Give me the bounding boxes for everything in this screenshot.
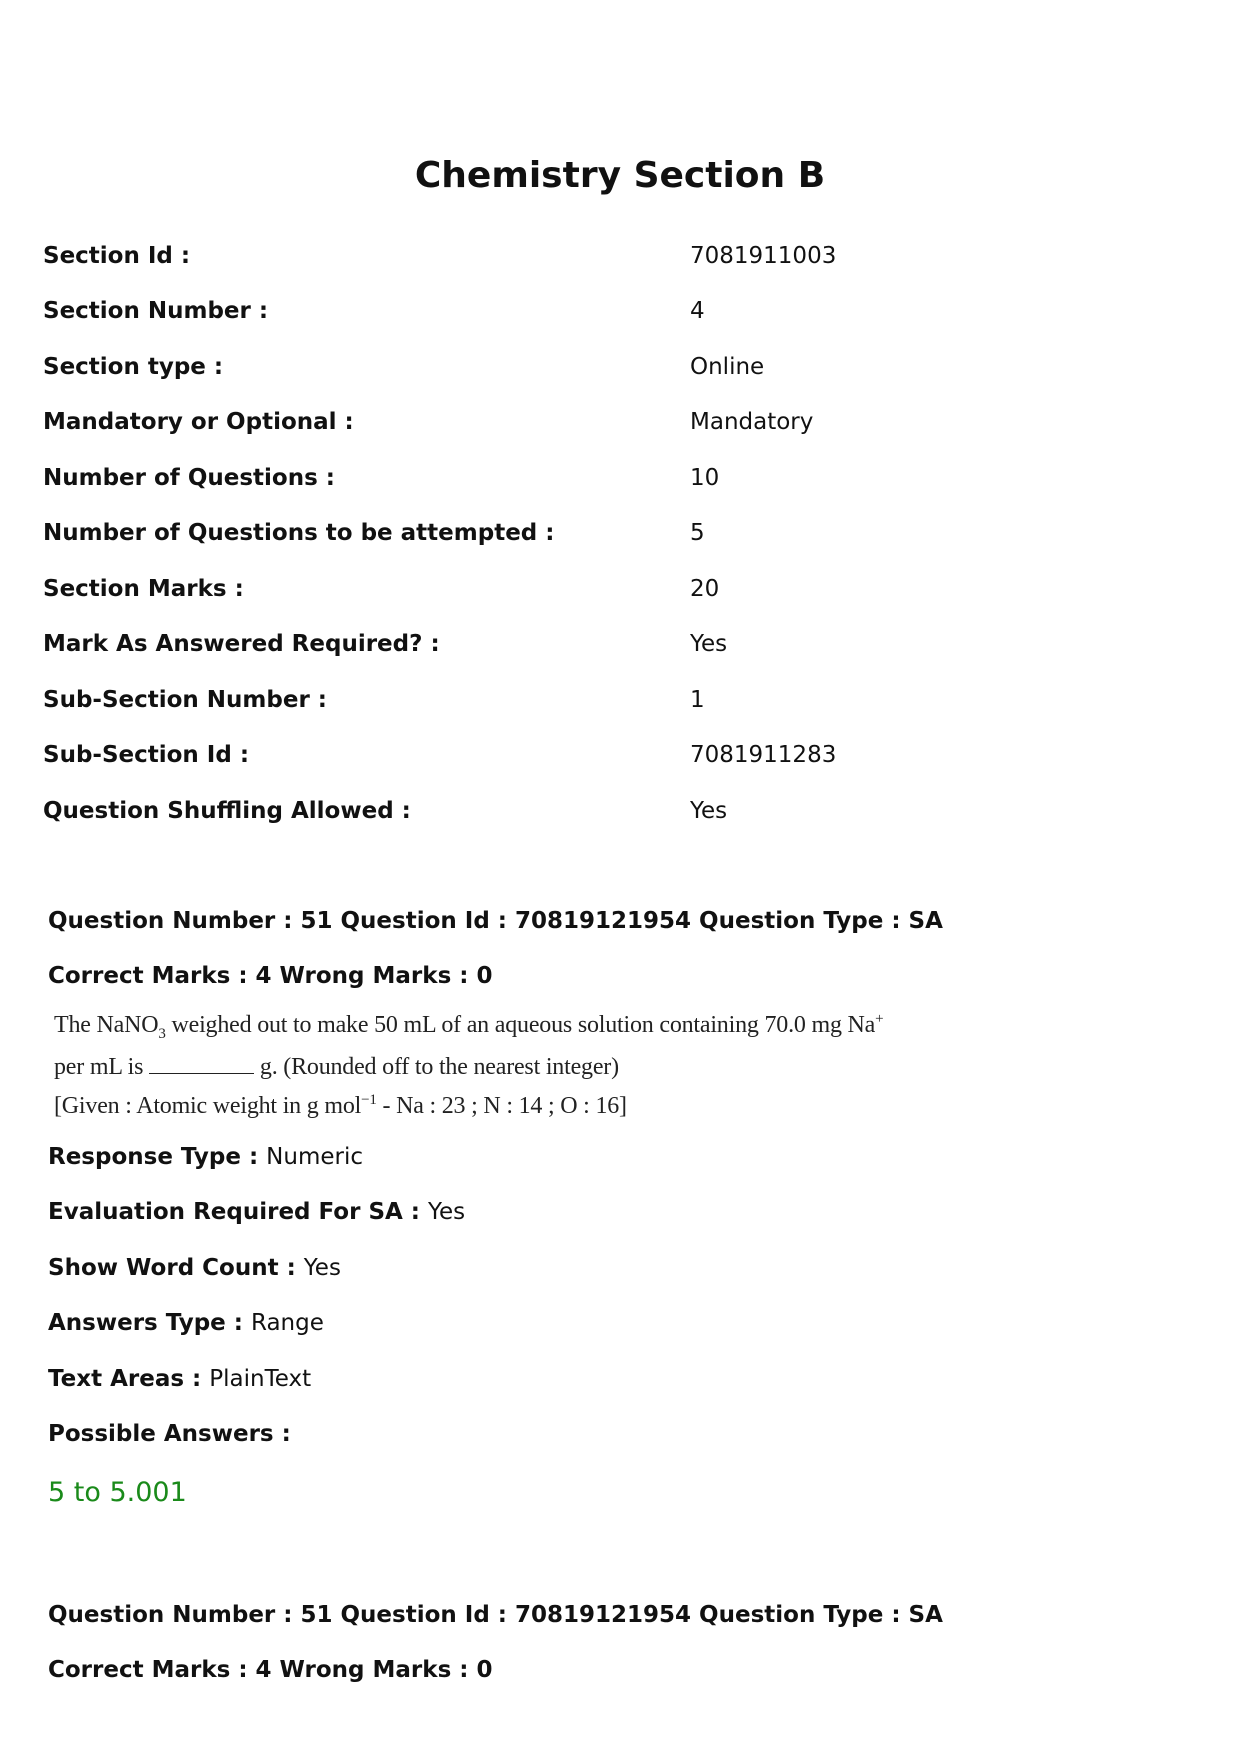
question-text-line-3: [Given : Atomic weight in g mol$^{-1}$ - Na : 23 ; N : 14 ; O : 16] — [54, 1091, 627, 1119]
info-row — [43, 506, 1193, 562]
answer-blank — [149, 1055, 254, 1074]
response-type: Response Type : Numeric — [48, 1143, 364, 1170]
info-label: Mark As Answered Required? : — [43, 631, 440, 658]
info-row — [43, 395, 1193, 451]
question-text-image — [54, 1003, 954, 1119]
info-value: Yes — [690, 631, 728, 658]
info-label: Number of Questions to be attempted : — [43, 520, 555, 547]
info-label: Question Shuffling Allowed : — [43, 797, 411, 824]
question-header: Question Number : 51 Question Id : 70819121954 Question Type : SA — [48, 907, 943, 934]
info-label: Sub-Section Number : — [43, 686, 328, 713]
info-row — [43, 228, 1193, 284]
info-value: 1 — [690, 686, 705, 713]
info-label: Section type : — [43, 353, 224, 380]
question-1-header-block — [48, 893, 1198, 1004]
question-text-line-1: The NaNO$_3$ weighed out to make 50 mL of an aqueous solution containing 70.0 mg Na+ — [54, 1011, 884, 1042]
info-label: Section Number : — [43, 298, 269, 325]
info-value: Online — [690, 353, 765, 380]
info-label: Sub-Section Id : — [43, 742, 250, 769]
answers-type: Answers Type : Range — [48, 1310, 324, 1337]
info-value: Mandatory — [690, 409, 814, 436]
info-value: 7081911283 — [690, 742, 837, 769]
info-row — [43, 284, 1193, 340]
info-row — [43, 561, 1193, 617]
info-label: Mandatory or Optional : — [43, 409, 354, 436]
info-label: Section Marks : — [43, 575, 244, 602]
info-row — [43, 728, 1193, 784]
possible-answers-label: Possible Answers : — [48, 1421, 291, 1448]
info-value: 4 — [690, 298, 705, 325]
possible-answer-value: 5 to 5.001 — [48, 1476, 187, 1508]
info-row — [43, 672, 1193, 728]
question-marks: Correct Marks : 4 Wrong Marks : 0 — [48, 1657, 493, 1684]
question-header: Question Number : 51 Question Id : 70819121954 Question Type : SA — [48, 1601, 943, 1628]
info-label: Number of Questions : — [43, 464, 335, 491]
question-text-line-2: per mL is g. (Rounded off to the nearest integer) — [54, 1053, 619, 1080]
page-title: Chemistry Section B — [414, 155, 826, 196]
info-row — [43, 450, 1193, 506]
info-value: 20 — [690, 575, 720, 602]
info-value: 5 — [690, 520, 705, 547]
show-word-count: Show Word Count : Yes — [48, 1254, 341, 1281]
info-label: Section Id : — [43, 242, 191, 269]
question-1-details — [48, 1129, 1198, 1522]
info-value: Yes — [690, 797, 728, 824]
info-value: 10 — [690, 464, 720, 491]
text-areas: Text Areas : PlainText — [48, 1365, 312, 1392]
info-row — [43, 339, 1193, 395]
section-info-table — [43, 228, 1193, 839]
question-marks: Correct Marks : 4 Wrong Marks : 0 — [48, 963, 493, 990]
evaluation-required: Evaluation Required For SA : Yes — [48, 1199, 466, 1226]
info-row — [43, 783, 1193, 839]
question-2-header-block — [48, 1587, 1198, 1698]
info-value: 7081911003 — [690, 242, 837, 269]
info-row — [43, 617, 1193, 673]
